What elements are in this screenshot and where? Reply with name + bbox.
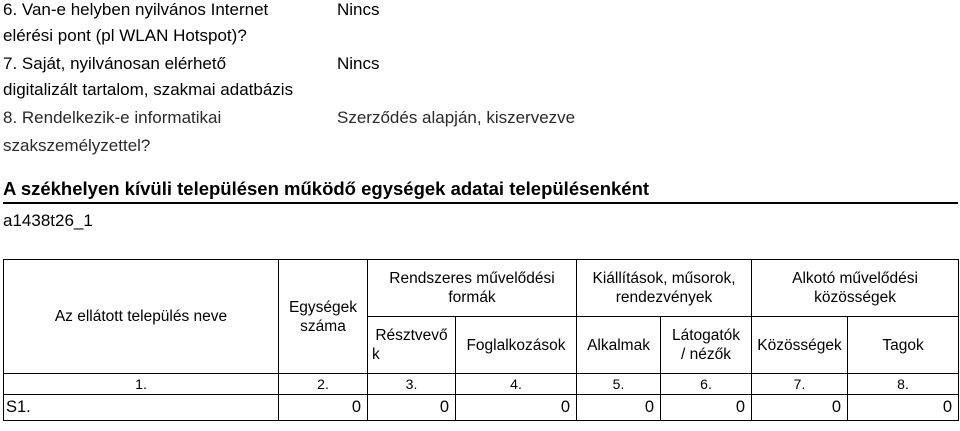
question-7-line-2: digitalizált tartalom, szakmai adatbázis: [3, 80, 294, 99]
question-7-line-1: 7. Saját, nyilvánosan elérhető: [3, 54, 227, 73]
col-number-1: 1.: [4, 374, 279, 395]
section-title: A székhelyen kívüli településen működő egységek adatai településenként: [3, 178, 958, 204]
col-number-3: 3.: [368, 374, 456, 395]
row-label: S1.: [4, 395, 279, 421]
cell-foglalkozasok: 0: [456, 395, 577, 421]
question-6-answer: Nincs: [337, 0, 380, 19]
question-7-answer: Nincs: [337, 54, 380, 73]
header-tagok: Tagok: [848, 317, 959, 374]
question-6-line-1: 6. Van-e helyben nyilvános Internet: [3, 0, 269, 19]
cell-latogatok: 0: [661, 395, 752, 421]
question-6-line-2: elérési pont (pl WLAN Hotspot)?: [3, 26, 247, 45]
header-foglalkozasok: Foglalkozások: [456, 317, 577, 374]
header-kozossegek: Közösségek: [752, 317, 848, 374]
col-number-8: 8.: [848, 374, 959, 395]
header-resztvevok: Résztvevő k: [368, 317, 456, 374]
col-number-6: 6.: [661, 374, 752, 395]
question-8-line-2: szakszemélyzettel?: [3, 136, 151, 155]
question-8-line-1: 8. Rendelkezik-e informatikai: [3, 108, 222, 127]
settlement-data-table: [3, 259, 959, 421]
col-number-2: 2.: [279, 374, 368, 395]
header-units-count: Egységek száma: [279, 260, 368, 374]
col-number-4: 4.: [456, 374, 577, 395]
col-number-7: 7.: [752, 374, 848, 395]
cell-units: 0: [279, 395, 368, 421]
header-group-alkoto: Alkotó művelődési közösségek: [752, 260, 959, 317]
header-group-kiallitasok: Kiállítások, műsorok, rendezvények: [577, 260, 752, 317]
table-id: a1438t26_1: [3, 211, 93, 230]
header-settlement-name: Az ellátott település neve: [4, 260, 279, 374]
header-latogatok: Látogatók / nézők: [661, 317, 752, 374]
header-group-rendszeres: Rendszeres művelődési formák: [368, 260, 577, 317]
table-row: [4, 395, 959, 421]
cell-resztvevok: 0: [368, 395, 456, 421]
cell-alkalmak: 0: [577, 395, 661, 421]
header-alkalmak: Alkalmak: [577, 317, 661, 374]
cell-kozossegek: 0: [752, 395, 848, 421]
cell-tagok: 0: [848, 395, 959, 421]
question-8-answer: Szerződés alapján, kiszervezve: [337, 108, 576, 127]
col-number-5: 5.: [577, 374, 661, 395]
